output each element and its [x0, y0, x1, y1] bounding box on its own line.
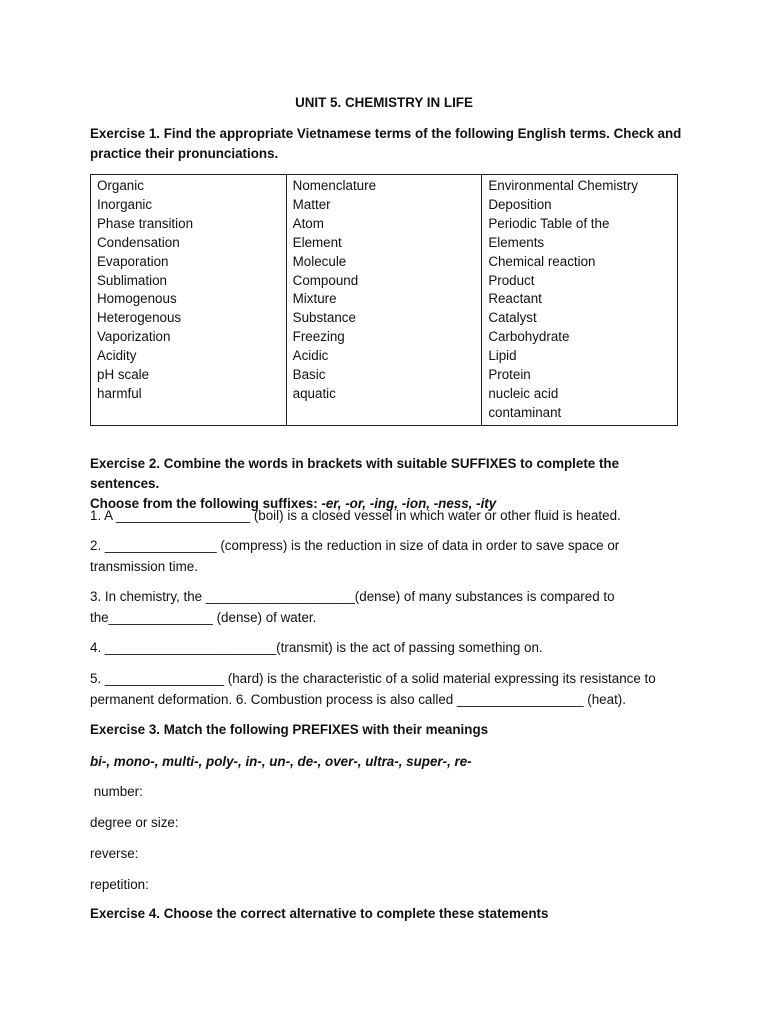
question-3: [90, 586, 690, 628]
term: Homogenous: [97, 291, 177, 307]
meaning-degree-or-size: degree or size:: [90, 815, 179, 830]
question-4: 4. _______________________(transmit) is the act of passing something on.: [90, 640, 543, 655]
question-2-line1: 2. _______________ (compress) is the reduction in size of data in order to save space or: [90, 538, 620, 553]
term: Deposition: [488, 196, 552, 212]
exercise2-heading-line2-prefix: Choose from the following suffixes:: [90, 496, 322, 511]
exercise4-heading: Exercise 4. Choose the correct alternative to complete these statements: [90, 906, 549, 921]
term: Protein: [488, 367, 531, 383]
term: Acidic: [292, 348, 329, 364]
term: Condensation: [97, 234, 180, 250]
unit-title: UNIT 5. CHEMISTRY IN LIFE: [295, 95, 473, 110]
term: Environmental Chemistry: [488, 178, 638, 193]
term: Atom: [292, 215, 324, 231]
exercise3-heading: Exercise 3. Match the following PREFIXES with their meanings: [90, 722, 489, 737]
terms-table: [90, 174, 678, 426]
question-5: [90, 668, 690, 710]
suffix-list: -er, -or, -ing, -ion, -ness, -ity: [321, 496, 497, 511]
term: Element: [292, 234, 342, 250]
question-5-line1: 5. ________________ (hard) is the characteristic of a solid material expressing its resistance to: [90, 671, 656, 686]
term: Nomenclature: [292, 178, 377, 193]
question-2-line2: transmission time.: [90, 559, 198, 574]
term: Compound: [292, 272, 359, 288]
term: Phase transition: [97, 215, 194, 231]
term: Organic: [97, 178, 144, 193]
term: contaminant: [488, 404, 562, 420]
terms-column-2: [286, 175, 482, 426]
prefix-list: bi-, mono-, multi-, poly-, in-, un-, de-, over-, ultra-, super-, re-: [90, 754, 472, 769]
meaning-number: number:: [90, 784, 143, 799]
term: harmful: [97, 385, 142, 401]
exercise1-heading-line2: practice their pronunciations.: [90, 146, 279, 161]
term: Product: [488, 272, 535, 288]
term: nucleic acid: [488, 385, 559, 401]
term: Periodic Table of the: [488, 215, 610, 231]
term: Catalyst: [488, 310, 537, 326]
exercise1-heading-line1: Exercise 1. Find the appropriate Vietnamese terms of the following English terms. Check and: [90, 126, 682, 141]
term: Matter: [292, 196, 331, 212]
question-2: [90, 535, 690, 577]
meaning-repetition: repetition:: [90, 877, 149, 892]
term: Chemical reaction: [488, 253, 596, 269]
term: Lipid: [488, 348, 517, 364]
term: Substance: [292, 310, 356, 326]
term: Reactant: [488, 291, 542, 307]
term: pH scale: [97, 367, 150, 383]
term: Acidity: [97, 348, 137, 364]
term: Mixture: [292, 291, 337, 307]
terms-column-3: [482, 175, 678, 426]
term: Heterogenous: [97, 310, 182, 326]
term: Inorganic: [97, 196, 153, 212]
term: Basic: [292, 367, 326, 383]
meaning-reverse: reverse:: [90, 846, 139, 861]
question-3-line1: 3. In chemistry, the ____________________(dense) of many substances is compared to: [90, 589, 615, 604]
term: Elements: [488, 234, 545, 250]
term: Molecule: [292, 253, 347, 269]
question-1: 1. A __________________ (boil) is a closed vessel in which water or other fluid is heated.: [90, 508, 621, 523]
term: Evaporation: [97, 253, 169, 269]
exercise2-heading-line1: Exercise 2. Combine the words in brackets with suitable SUFFIXES to complete the sentences.: [90, 456, 620, 491]
term: Sublimation: [97, 272, 167, 288]
term: Carbohydrate: [488, 329, 570, 345]
term: Freezing: [292, 329, 345, 345]
question-3-line2: the______________ (dense) of water.: [90, 610, 317, 625]
question-5-line2: permanent deformation. 6. Combustion process is also called _________________ (heat).: [90, 692, 626, 707]
term: Vaporization: [97, 329, 171, 345]
terms-column-1: [91, 175, 287, 426]
exercise1-heading: [90, 124, 690, 164]
term: aquatic: [292, 385, 336, 401]
